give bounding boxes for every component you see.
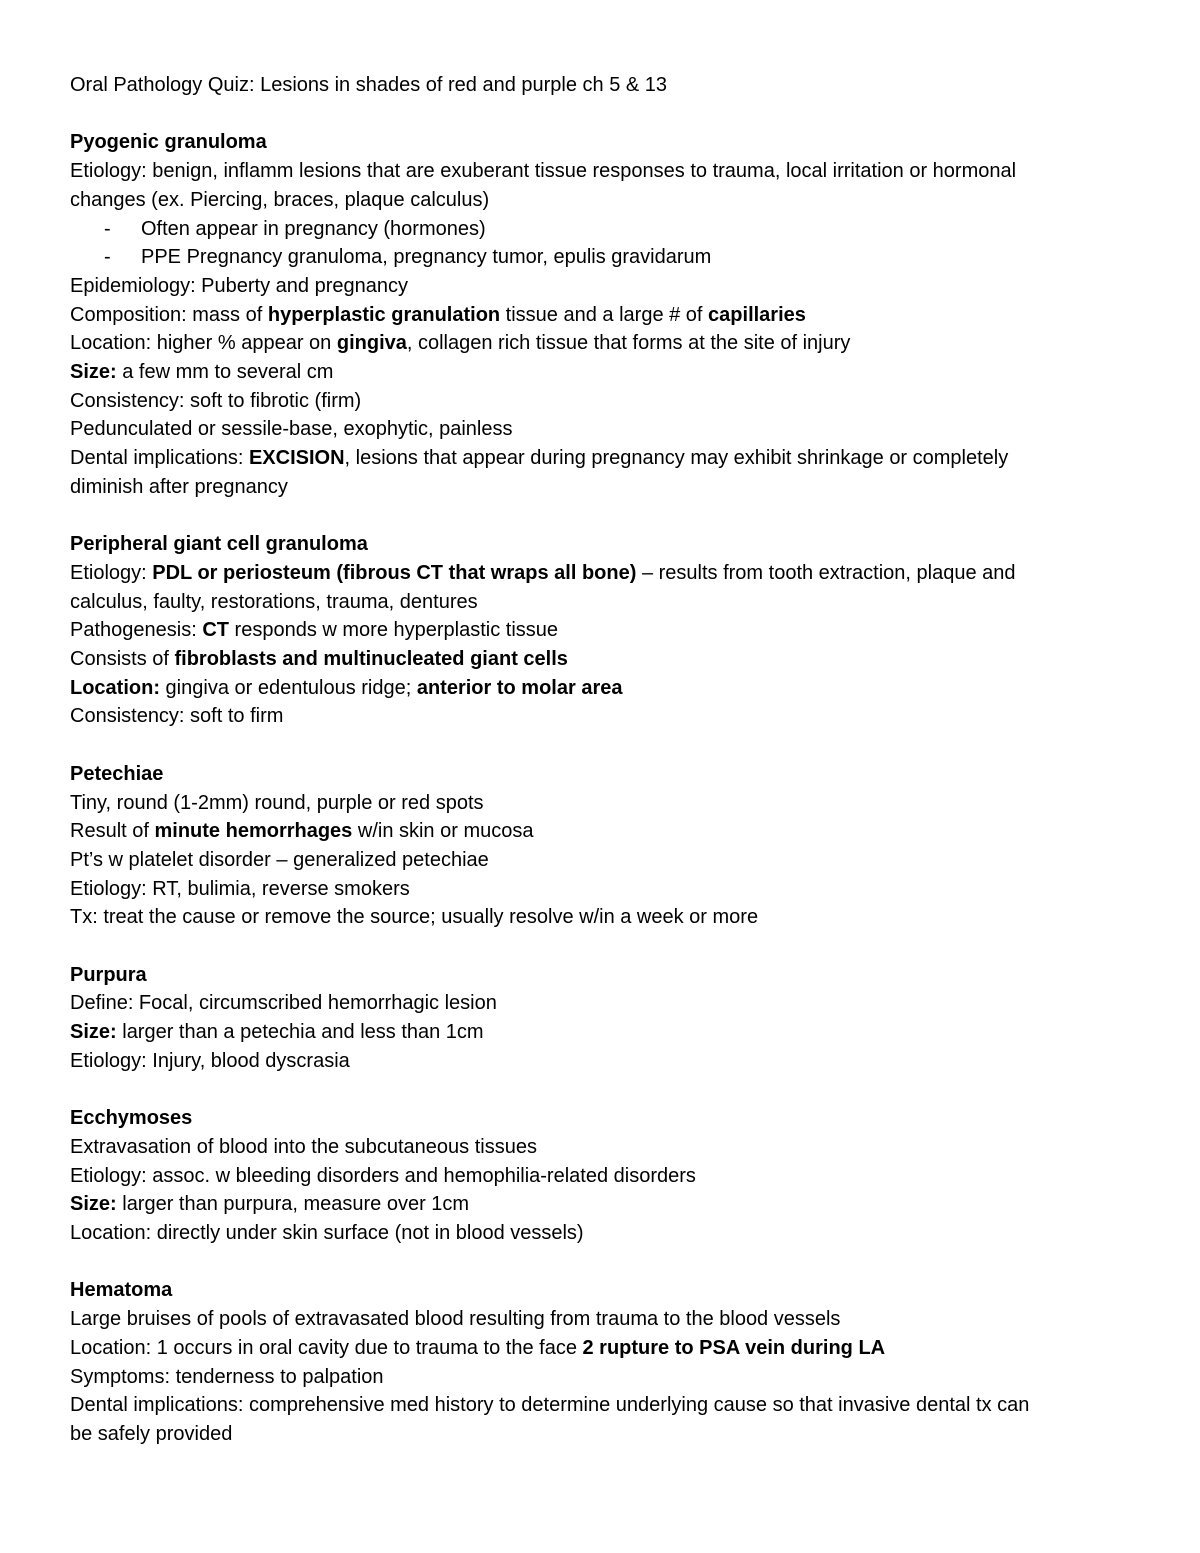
spacer (70, 1076, 1130, 1105)
bold-run: Size: (70, 1193, 117, 1216)
etiology-line: Etiology: benign, inflamm lesions that are exuberant tissue responses to trauma, local irritation or hormonal (70, 160, 1017, 183)
consists-line (70, 645, 1130, 674)
etiology-line: Etiology: RT, bulimia, reverse smokers (70, 877, 410, 900)
text-run: a few mm to several cm (116, 361, 334, 384)
consistency-line: Consistency: soft to firm (70, 705, 284, 728)
section-heading-peripheral-giant-cell-granuloma: Peripheral giant cell granuloma (70, 533, 368, 556)
text-run: , lesions that appear during pregnancy may exhibit shrinkage or completely (344, 447, 1009, 470)
platelet-line: Pt’s w platelet disorder – generalized petechiae (70, 848, 489, 871)
text-run: – results from tooth extraction, plaque and (636, 561, 1016, 584)
bold-run: capillaries (708, 303, 806, 326)
text-run: , collagen rich tissue that forms at the site of injury (406, 332, 851, 355)
epidemiology-line: Epidemiology: Puberty and pregnancy (70, 274, 408, 297)
bullet-text: PPE Pregnancy granuloma, pregnancy tumor, epulis gravidarum (141, 246, 712, 269)
text-run: larger than a petechia and less than 1cm (116, 1021, 484, 1044)
spacer (70, 502, 1130, 531)
symptoms-line: Symptoms: tenderness to palpation (70, 1365, 384, 1388)
text-run: Location: 1 occurs in oral cavity due to trauma to the face (70, 1336, 583, 1359)
text-run: Location: higher % appear on (70, 332, 337, 355)
spacer (70, 932, 1130, 961)
etiology-line-continued: changes (ex. Piercing, braces, plaque calculus) (70, 188, 490, 211)
text-run: Pathogenesis: (70, 619, 203, 642)
description-line: Extravasation of blood into the subcutaneous tissues (70, 1135, 537, 1158)
composition-line (70, 301, 1130, 330)
text-run: responds w more hyperplastic tissue (229, 619, 559, 642)
result-line (70, 817, 1130, 846)
bold-run: PDL or periosteum (fibrous CT that wraps all bone) (152, 561, 637, 584)
section-heading-purpura: Purpura (70, 963, 147, 986)
location-line (70, 674, 1130, 703)
bullet-text: Often appear in pregnancy (hormones) (141, 217, 486, 240)
bold-run: Size: (70, 1021, 117, 1044)
bullet-dash: - (104, 246, 111, 269)
description-line: Tiny, round (1-2mm) round, purple or red spots (70, 791, 484, 814)
etiology-line-continued: calculus, faulty, restorations, trauma, dentures (70, 590, 478, 613)
treatment-line: Tx: treat the cause or remove the source; usually resolve w/in a week or more (70, 906, 759, 929)
document-title: Oral Pathology Quiz: Lesions in shades of red and purple ch 5 & 13 (70, 74, 668, 96)
dental-implications-line-continued: diminish after pregnancy (70, 475, 288, 498)
text-run: Consists of (70, 648, 175, 671)
section-heading-pyogenic-granuloma: Pyogenic granuloma (70, 131, 267, 154)
spacer (70, 731, 1130, 760)
text-run: gingiva or edentulous ridge; (160, 676, 417, 699)
text-run: Etiology: (70, 561, 153, 584)
bold-run: Location: (70, 676, 160, 699)
consistency-line: Consistency: soft to fibrotic (firm) (70, 389, 362, 412)
etiology-line (70, 559, 1130, 588)
bold-run: 2 rupture to PSA vein during LA (582, 1336, 886, 1359)
bold-run: fibroblasts and multinucleated giant cells (174, 648, 568, 671)
section-heading-petechiae: Petechiae (70, 762, 164, 785)
dental-implications-line (70, 444, 1130, 473)
size-line (70, 1018, 1130, 1047)
bold-run: gingiva (336, 332, 407, 355)
pathogenesis-line (70, 616, 1130, 645)
document-page (70, 71, 1130, 1449)
text-run: Composition: mass of (70, 303, 268, 326)
size-line (70, 358, 1130, 387)
bold-run: CT (202, 619, 229, 642)
spacer (70, 1248, 1130, 1277)
text-run: tissue and a large # of (500, 303, 709, 326)
location-line: Location: directly under skin surface (not in blood vessels) (70, 1222, 584, 1245)
define-line: Define: Focal, circumscribed hemorrhagic lesion (70, 992, 497, 1015)
location-line (70, 329, 1130, 358)
bold-run: anterior to molar area (416, 676, 623, 699)
location-line (70, 1334, 1130, 1363)
size-line (70, 1190, 1130, 1219)
bold-run: EXCISION (248, 447, 345, 470)
description-line: Large bruises of pools of extravasated blood resulting from trauma to the blood vessels (70, 1308, 841, 1331)
text-run: Result of (70, 820, 155, 843)
bold-run: Size: (70, 361, 117, 384)
spacer (70, 100, 1130, 129)
text-run: w/in skin or mucosa (352, 820, 534, 843)
section-heading-hematoma: Hematoma (70, 1279, 173, 1302)
pedunculated-line: Pedunculated or sessile-base, exophytic, painless (70, 418, 513, 441)
dental-implications-line-continued: be safely provided (70, 1422, 233, 1445)
etiology-line: Etiology: assoc. w bleeding disorders and hemophilia-related disorders (70, 1164, 696, 1187)
dental-implications-line: Dental implications: comprehensive med history to determine underlying cause so that invasive dental tx can (70, 1394, 1030, 1417)
bold-run: hyperplastic granulation (267, 303, 501, 326)
bullet-item (70, 215, 1130, 244)
text-run: Dental implications: (70, 447, 249, 470)
text-run: larger than purpura, measure over 1cm (116, 1193, 470, 1216)
etiology-line: Etiology: Injury, blood dyscrasia (70, 1049, 350, 1072)
bold-run: minute hemorrhages (154, 820, 353, 843)
bullet-item (70, 243, 1130, 272)
section-heading-ecchymoses: Ecchymoses (70, 1107, 193, 1130)
bullet-dash: - (104, 217, 111, 240)
